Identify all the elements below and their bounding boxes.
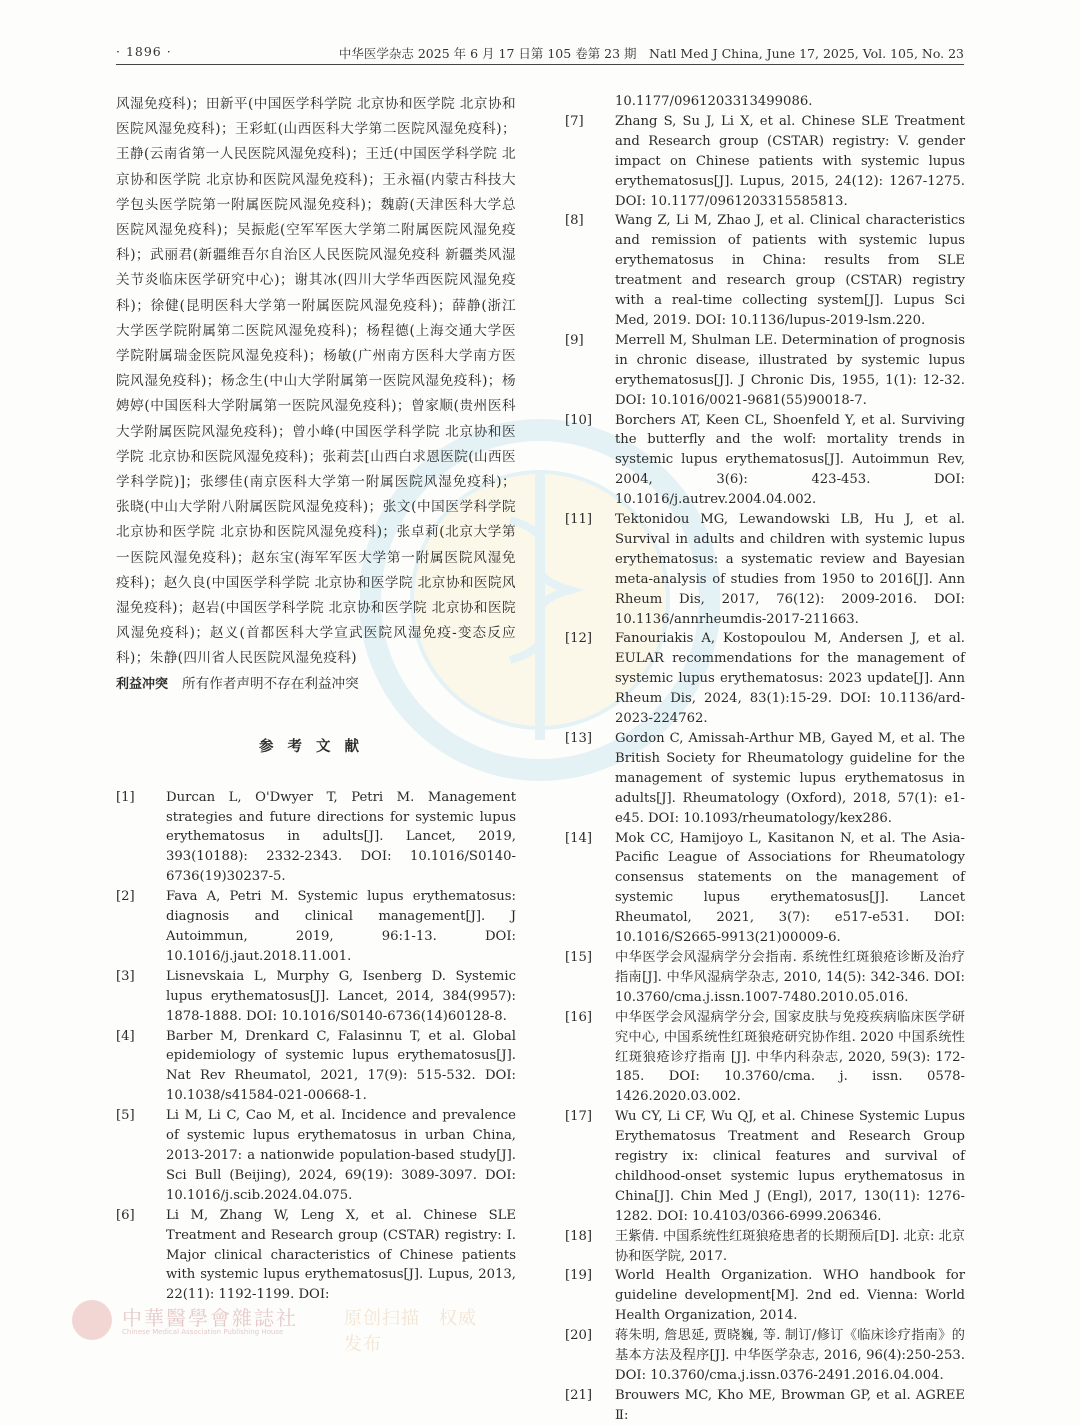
reference-item (565, 1008, 965, 1108)
reference-number: [16] (565, 1009, 593, 1025)
running-header (116, 40, 964, 65)
reference-number: [17] (565, 1109, 593, 1125)
coi-label: 利益冲突 (116, 676, 169, 692)
reference-text: 王紫倩. 中国系统性红斑狼疮患者的长期预后[D]. 北京: 北京协和医学院, 2017. (615, 1228, 965, 1264)
reference-text: 蒋朱明, 詹思延, 贾晓巍, 等. 制订/修订《临床诊疗指南》的基本方法及程序[J]. 中华医学杂志, 2016, 96(4):250-253. DOI: 10.3760/cma.j.issn.0376-2491.2016.04.004. (615, 1328, 965, 1383)
reference-item (565, 112, 965, 212)
reference-number: [13] (565, 731, 593, 746)
page-number: · 1896 · (116, 44, 172, 59)
reference-item (565, 1266, 965, 1326)
reference-text: Barber M, Drenkard C, Falasinnu T, et al. Global epidemiology of systemic lupus erythematosus[J]. Nat Rev Rheumatol, 2021, 17(9): 515-532. DOI: 10.1038/s41584-021-00668-1. (166, 1028, 516, 1104)
reference-item (565, 1386, 965, 1426)
reference-number: [5] (116, 1108, 135, 1124)
references-list-right (565, 112, 965, 1426)
reference-number: [10] (565, 412, 593, 428)
reference-text: Durcan L, O'Dwyer T, Petri M. Management strategies and future directions for systemic lupus erythematosus in adults[J]. Lancet, 2019, 393(10188): 2332-2343. DOI: 10.1016/S0140-6736(19)30237-5. (166, 789, 516, 885)
conflict-of-interest (116, 672, 516, 697)
reference-item (565, 510, 965, 629)
references-list-left (116, 788, 516, 1306)
reference-text: Zhang S, Su J, Li X, et al. Chinese SLE Treatment and Research group (CSTAR) registry: V. gender impact on Chinese patients with systemic lupus erythematosus[J]. Lupus, 2015, 24(12): 1267-1275. DOI: 10.1177/0961203315585813. (615, 113, 965, 209)
reference-text: Brouwers MC, Kho ME, Browman GP, et al. AGREE Ⅱ: (615, 1387, 965, 1423)
reference-text: 中华医学会风湿病学分会, 国家皮肤与免疫疾病临床医学研究中心, 中国系统性红斑狼疮研究协作组. 2020 中国系统性红斑狼疮诊疗指南 [J]. 中华内科杂志, 2020, 59(3): 172-185. DOI: 10.3760/cma. j. issn. 0578-1426.2020.03.002. (615, 1009, 965, 1105)
reference-text: Tektonidou MG, Lewandowski LB, Hu J, et al. Survival in adults and children with systemic lupus erythematosus: a systematic review and Bayesian meta-analysis of studies from 1950 to 2016[J]. Ann Rheum Dis, 2017, 76(12): 2009-2016. DOI: 10.1136/annrheumdis-2017-211663. (615, 512, 965, 627)
publisher-tagline: 原创扫描 权威发布 (344, 1308, 477, 1355)
reference-number: [6] (116, 1207, 135, 1223)
reference-item (565, 829, 965, 948)
reference-number: [20] (565, 1328, 593, 1344)
publisher-english-name: Chinese Medical Association Publishing House (122, 1328, 284, 1336)
reference-item (565, 1326, 965, 1386)
references-heading: 参考文献 (259, 738, 373, 755)
reference-text: Gordon C, Amissah-Arthur MB, Gayed M, et al. The British Society for Rheumatology guideline for the management of systemic lupus erythematosus in adults[J]. Rheumatology (Oxford), 2018, 57(1): e1-e45. DOI: 10.1093/rheumatology/kex286. (615, 731, 965, 826)
reference-number: [19] (565, 1268, 593, 1284)
reference-number: [18] (565, 1228, 593, 1244)
publisher-name: 中華醫學會雜誌社 (122, 1306, 298, 1330)
reference-text: Fanouriakis A, Kostopoulou M, Andersen J, et al. EULAR recommendations for the management of systemic lupus erythematosus: 2023 update[J]. Ann Rheum Dis, 2024, 83(1):15-29. DOI: 10.1136/ard-2023-224762. (615, 631, 965, 727)
reference-text: Li M, Li C, Cao M, et al. Incidence and prevalence of systemic lupus erythematosus in urban China, 2013-2017: a nationwide population-based study[J]. Sci Bull (Beijing), 2024, 69(19): 3089-3097. DOI: 10.1016/j.scib.2024.04.075. (166, 1108, 516, 1203)
coi-statement: 所有作者声明不存在利益冲突 (182, 675, 359, 692)
reference-item (116, 1206, 516, 1306)
reference-text: Wang Z, Li M, Zhao J, et al. Clinical characteristics and remission of patients with systemic lupus erythematosus in China: results from SLE treatment and research group (CSTAR) registry with a real-time collecting system[J]. Lupus Sci Med, 2019. DOI: 10.1136/lupus-2019-lsm.220. (615, 213, 965, 328)
reference-number: [7] (565, 113, 584, 129)
author-affiliations: 风湿免疫科)；田新平(中国医学科学院 北京协和医学院 北京协和医院风湿免疫科)；王彩虹(山西医科大学第二医院风湿免疫科)；王静(云南省第一人民医院风湿免疫科)；王迁(中国医学科学院 北京协和医学院 北京协和医院风湿免疫科)；王永福(内蒙古科技大学包头医学院第一附属医院风湿免疫科)；魏蔚(天津医科大学总医院风湿免疫科)；吴振彪(空军军医大学第二附属医院风湿免疫科)；武丽君(新疆维吾尔自治区人民医院风湿免疫科 新疆类风湿关节炎临床医学研究中心)；谢其冰(四川大学华西医院风湿免疫科)；徐健(昆明医科大学第一附属医院风湿免疫科)；薛静(浙江大学医学院附属第二医院风湿免疫科)；杨程德(上海交通大学医学院附属瑞金医院风湿免疫科)；杨敏(广州南方医科大学南方医院风湿免疫科)；杨念生(中山大学附属第一医院风湿免疫科)；杨娉婷(中国医科大学附属第一医院风湿免疫科)；曾家顺(贵州医科大学附属医院风湿免疫科)；曾小峰(中国医学科学院 北京协和医学院 北京协和医院风湿免疫科)；张莉芸[山西白求恩医院(山西医学科学院)]；张缪佳(南京医科大学第一附属医院风湿免疫科)；张晓(中山大学附八附属医院风湿免疫科)；张文(中国医学科学院 北京协和医学院 北京协和医院风湿免疫科)；张卓莉(北京大学第一医院风湿免疫科)；赵东宝(海军军医大学第一附属医院风湿免疫科)；赵久良(中国医学科学院 北京协和医学院 北京协和医院风湿免疫科)；赵岩(中国医学科学院 北京协和医学院 北京协和医院风湿免疫科)；赵义(首都医科大学宣武医院风湿免疫-变态反应科)；朱静(四川省人民医院风湿免疫科) (116, 96, 516, 667)
reference-item (565, 211, 965, 330)
reference-item (116, 788, 516, 888)
left-column (116, 92, 516, 1305)
reference-item (565, 629, 965, 729)
reference-number: [8] (565, 213, 584, 229)
reference-number: [2] (116, 889, 135, 905)
reference-item (116, 1027, 516, 1107)
reference-text: Mok CC, Hamijoyo L, Kasitanon N, et al. The Asia-Pacific League of Associations for Rheumatology consensus statements on the management of systemic lupus erythematosus[J]. Lancet Rheumatol, 2021, 3(7): e517-e531. DOI: 10.1016/S2665-9913(21)00009-6. (615, 830, 965, 946)
reference-number: [11] (565, 512, 593, 528)
reference-item (565, 948, 965, 1008)
reference-number: [3] (116, 968, 135, 984)
reference-item (565, 1107, 965, 1226)
reference-item (565, 331, 965, 411)
reference-number: [15] (565, 949, 593, 965)
reference-text: Lisnevskaia L, Murphy G, Isenberg D. Systemic lupus erythematosus[J]. Lancet, 2014, 384(9957): 1878-1888. DOI: 10.1016/S0140-6736(14)60128-8. (166, 968, 516, 1024)
journal-citation: 中华医学杂志 2025 年 6 月 17 日第 105 卷第 23 期 Natl Med J China, June 17, 2025, Vol. 105, No. 23 (338, 46, 964, 61)
reference-number: [9] (565, 332, 584, 348)
reference-continuation: 10.1177/0961203313499086. (615, 94, 813, 109)
reference-text: Borchers AT, Keen CL, Shoenfeld Y, et al. Surviving the butterfly and the wolf: mortality trends in systemic lupus erythematosus[J]. Autoimmun Rev, 2004, 3(6): 423-453. DOI: 10.1016/j.autrev.2004.04.002. (615, 412, 965, 508)
reference-item (565, 729, 965, 829)
reference-item (565, 411, 965, 511)
reference-number: [12] (565, 631, 593, 647)
reference-item (565, 1227, 965, 1267)
reference-number: [14] (565, 830, 593, 846)
publisher-logo (72, 1296, 492, 1355)
reference-item (116, 967, 516, 1027)
reference-text: Li M, Zhang W, Leng X, et al. Chinese SLE Treatment and Research group (CSTAR) registry: I. Major clinical characteristics of Chinese patients with systemic lupus erythematosus[J]. Lupus, 2013, 22(11): 1192-1199. DOI: (166, 1207, 516, 1303)
reference-text: Merrell M, Shulman LE. Determination of prognosis in chronic disease, illustrated by systemic lupus erythematosus[J]. J Chronic Dis, 1955, 1(1): 12-32. DOI: 10.1016/0021-9681(55)90018-7. (615, 332, 965, 408)
reference-text: Fava A, Petri M. Systemic lupus erythematosus: diagnosis and clinical management[J]. J Autoimmun, 2019, 96:1-13. DOI: 10.1016/j.jaut.2018.11.001. (166, 889, 516, 964)
reference-number: [4] (116, 1028, 135, 1044)
reference-text: Wu CY, Li CF, Wu QJ, et al. Chinese Systemic Lupus Erythematosus Treatment and Research Group registry ix: clinical features and survival of childhood-onset systemic lupus erythematosus in China[J]. Chin Med J (Engl), 2017, 130(11): 1276-1282. DOI: 10.4103/0366-6999.206346. (615, 1109, 965, 1224)
publisher-seal-icon (72, 1300, 112, 1340)
reference-item (116, 887, 516, 967)
reference-text: World Health Organization. WHO handbook for guideline development[M]. 2nd ed. Vienna: World Health Organization, 2014. (615, 1268, 965, 1324)
reference-number: [1] (116, 789, 135, 805)
reference-number: [21] (565, 1387, 593, 1403)
reference-text: 中华医学会风湿病学分会指南. 系统性红斑狼疮诊断及治疗指南[J]. 中华风湿病学杂志, 2010, 14(5): 342-346. DOI: 10.3760/cma.j.issn.1007-7480.2010.05.016. (615, 949, 965, 1005)
right-column (565, 92, 965, 1426)
reference-item (116, 1106, 516, 1206)
